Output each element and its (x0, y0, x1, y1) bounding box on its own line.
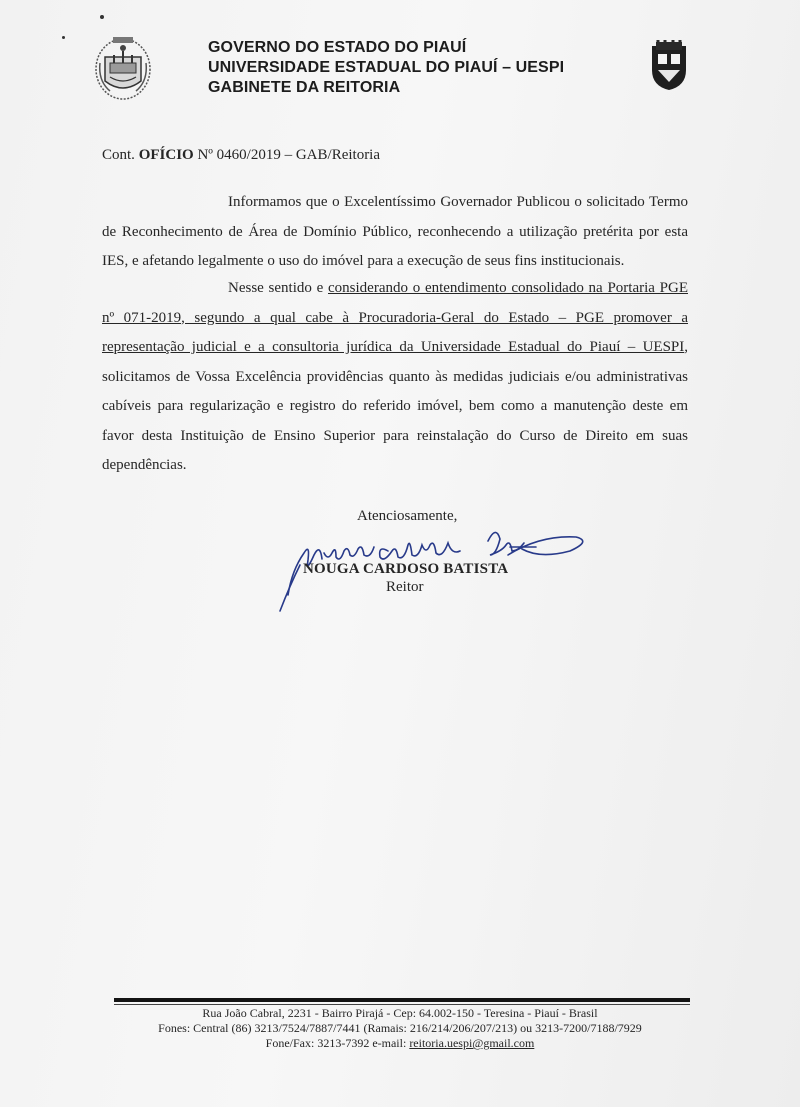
footer-phones: Fones: Central (86) 3213/7524/7887/7441 (Ramais: 216/214/206/207/213) ou 3213-7200/7188/7929 (158, 1021, 642, 1035)
paragraph-1-text: Informamos que o Excelentíssimo Governador Publicou o solicitado Termo de Reconhecimento de Área de Domínio Público, reconhecendo a utilização pretérita por esta IES, e afetando legalmente o uso do imóvel para a execução de seus fins institucionais. (102, 194, 688, 269)
footer-divider (114, 998, 690, 1002)
footer-email-link[interactable]: reitoria.uespi@gmail.com (409, 1036, 535, 1050)
footer-contact (100, 1036, 700, 1050)
letterhead-university: UNIVERSIDADE ESTADUAL DO PIAUÍ – UESPI (208, 59, 565, 76)
paragraph-2-underlined: considerando o entendimento consolidado na Portaria PGE nº 071-2019, segundo a qual cabe à Procuradoria-Geral do Estado – PGE promover a representação judicial e a consultoria jurídica da Universidade Estadual do Piauí – UESPI (102, 280, 688, 355)
piaui-state-coat-of-arms-icon (92, 33, 154, 101)
body-paragraph-1 (102, 188, 688, 277)
paragraph-2-lead: Nesse sentido e (228, 280, 329, 296)
footer-address: Rua João Cabral, 2231 - Bairro Pirajá - Cep: 64.002-150 - Teresina - Piauí - Brasil (202, 1006, 598, 1020)
footer-fax: Fone/Fax: 3213-7392 e-mail: (265, 1036, 410, 1050)
letterhead (208, 38, 564, 98)
letterhead-government: GOVERNO DO ESTADO DO PIAUÍ (208, 39, 467, 56)
paper-speck (62, 36, 65, 39)
reference-label: OFÍCIO (138, 147, 194, 163)
signatory-name: NOUGA CARDOSO BATISTA (303, 561, 509, 577)
document-reference (102, 147, 380, 164)
reference-number: Nº 0460/2019 – GAB/Reitoria (197, 147, 381, 163)
reference-prefix: Cont. (102, 147, 135, 163)
closing-salutation: Atenciosamente, (357, 508, 458, 524)
body-paragraph-2 (102, 274, 688, 481)
letterhead-office: GABINETE DA REITORIA (208, 79, 401, 96)
signatory-title: Reitor (386, 579, 424, 595)
paper-speck (100, 15, 104, 19)
footer-divider-thin (114, 1004, 690, 1005)
paragraph-2-rest: , solicitamos de Vossa Excelência providências quanto às medidas judiciais e/ou administrativas cabíveis para regularização e registro do referido imóvel, bem como a manutenção deste em favor desta Instituição de Ensino Superior para reinstalação do Curso de Direito em suas dependências. (102, 339, 688, 473)
uespi-crest-icon (648, 40, 690, 92)
